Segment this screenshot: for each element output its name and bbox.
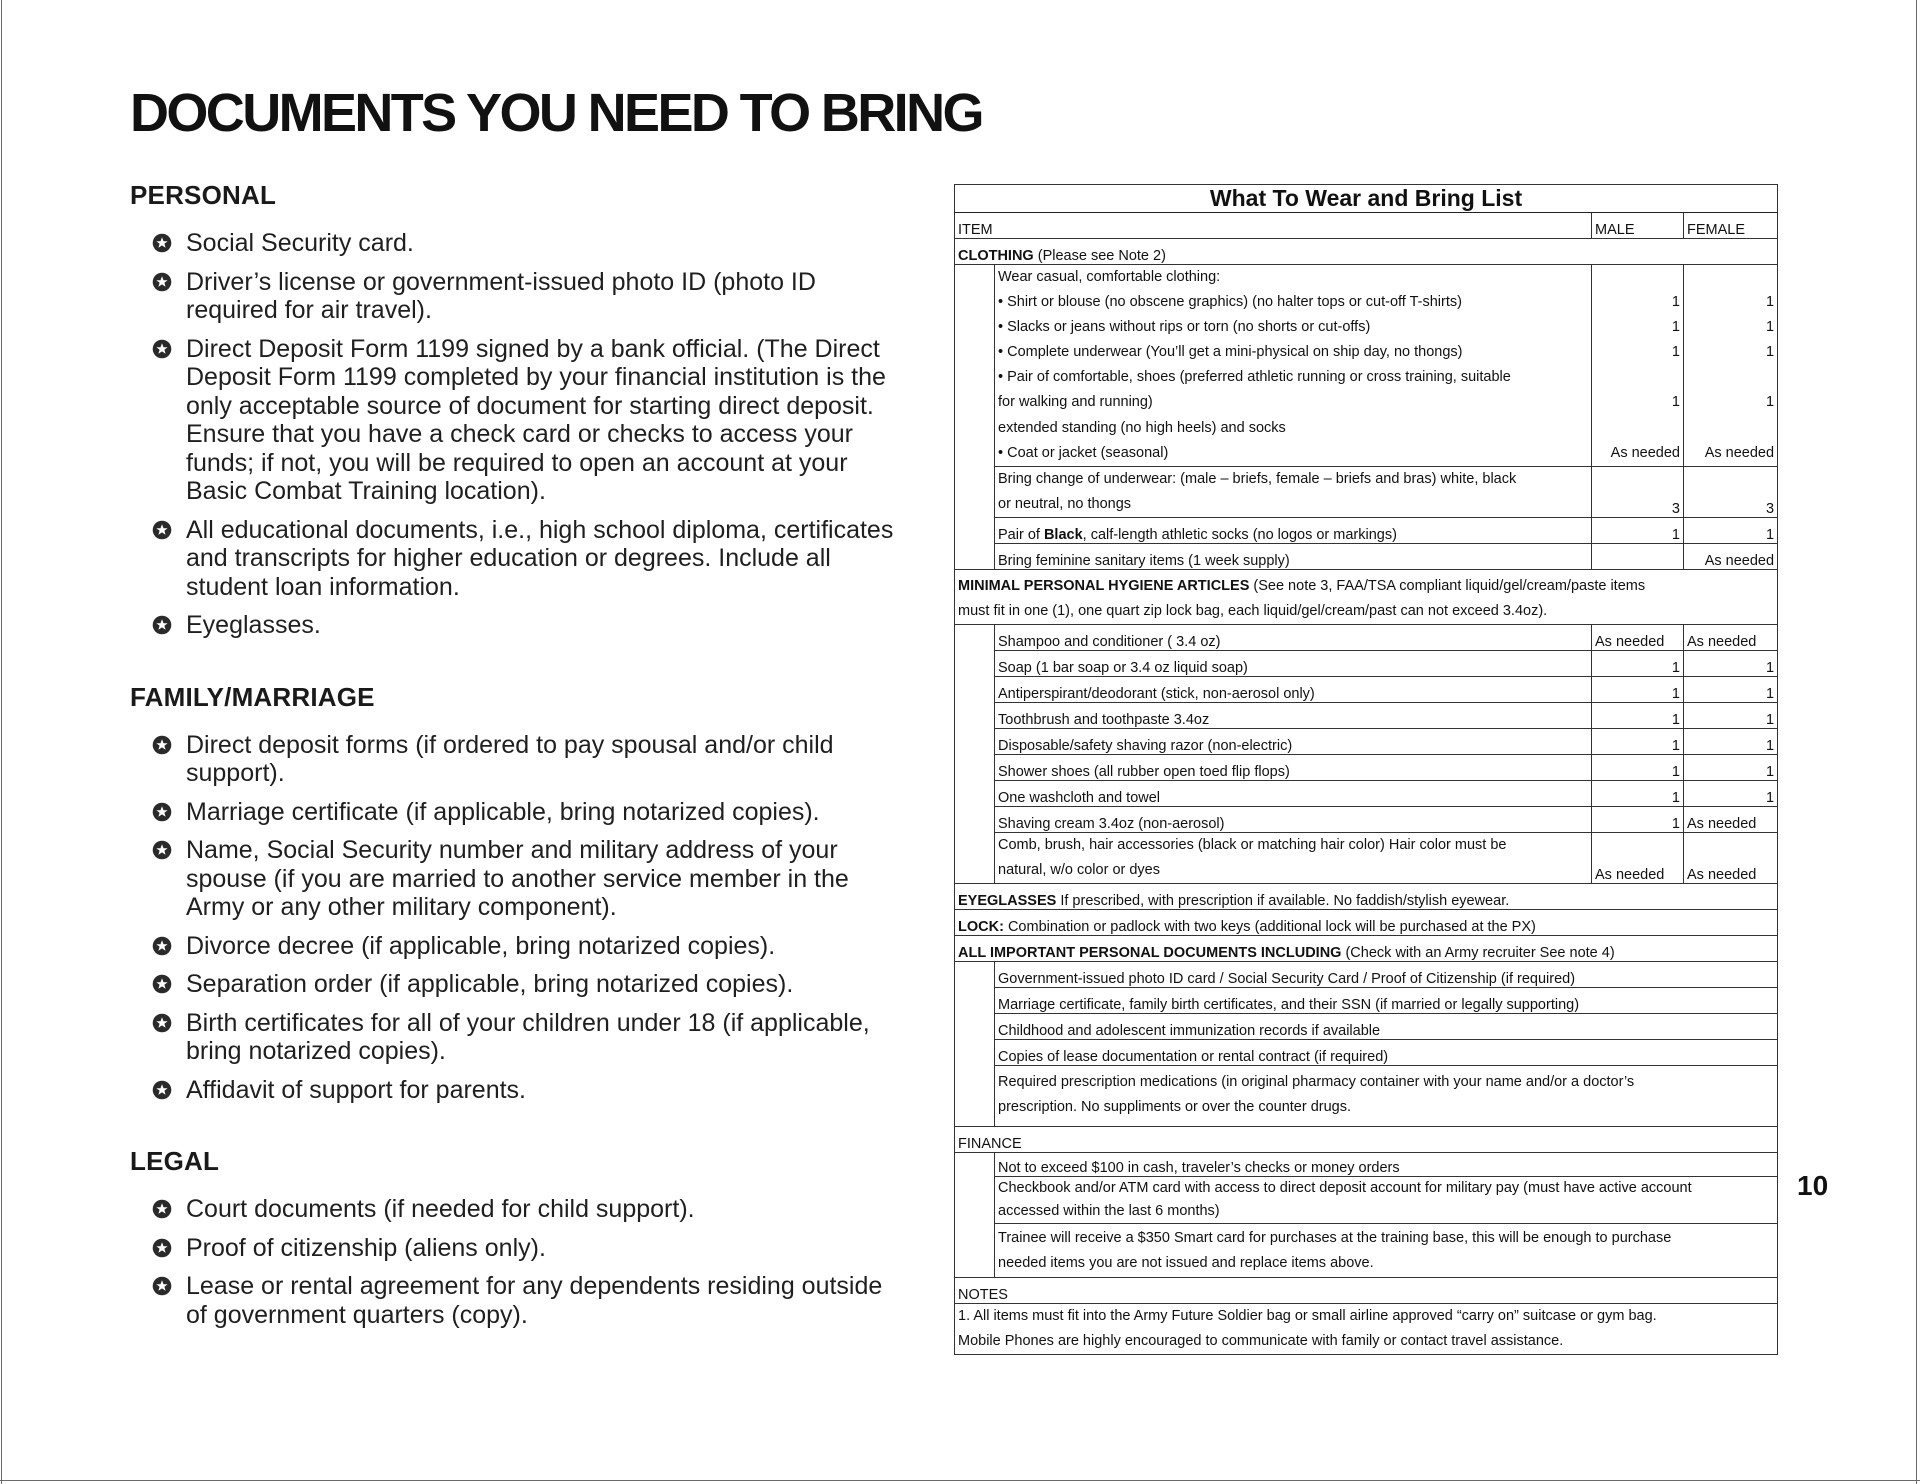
hygiene-male: 1 [1592,755,1684,781]
bullet-text: Birth certificates for all of your children under 18 (if applicable, bring notarized copies). [186,1008,870,1065]
bullet-text: Direct deposit forms (if ordered to pay spousal and/or child support). [186,730,834,787]
star-bullet-icon [152,339,172,359]
wear-female-value: 1 [1765,394,1775,411]
indent-cell [955,781,995,807]
table-row [955,677,1778,703]
bullet-text: Marriage certificate (if applicable, bring notarized copies). [186,797,820,826]
bullet-text: Driver’s license or government-issued photo ID (photo ID required for air travel). [186,267,816,324]
wear-female-value: As needed [1704,444,1775,461]
hygiene-heading: MINIMAL PERSONAL HYGIENE ARTICLES [958,577,1250,594]
lock-text: Combination or padlock with two keys (additional lock will be purchased at the PX) [1003,919,1536,936]
bullet-item [130,1009,900,1066]
smartcard-line1: Trainee will receive a $350 Smart card for purchases at the training base, this will be enough to purchase [998,1230,1672,1247]
socks-text-pre: Pair of [998,526,1044,543]
wear-male-value [1595,416,1680,441]
bullet-item [130,1234,900,1263]
table-row-cash [955,1153,1778,1177]
wear-line: • Shirt or blouse (no obscene graphics) (no halter tops or cut-off T-shirts) [998,294,1462,311]
star-bullet-icon [152,735,172,755]
feminine-female: As needed [1684,543,1778,569]
wear-female-values [1684,265,1778,467]
bullet-item [130,229,900,258]
table-header-row [955,213,1778,239]
wear-female-value [1687,265,1774,290]
document-item: Childhood and adolescent immunization records if available [995,1014,1778,1040]
indent-cell [955,962,995,988]
hygiene-item: Shaving cream 3.4oz (non-aerosol) [995,807,1592,833]
indent-cell [955,703,995,729]
wear-female-value [1687,416,1774,441]
wear-female-value: 1 [1765,294,1775,311]
bullet-text: Proof of citizenship (aliens only). [186,1233,546,1262]
table-row [955,755,1778,781]
legal-list [130,1195,900,1329]
table-row-wear-clothing [955,265,1778,467]
bullet-text: Eyeglasses. [186,611,321,639]
table-row [955,962,1778,988]
bullet-item [130,798,900,827]
table-row-comb [955,833,1778,884]
feminine-item: Bring feminine sanitary items (1 week supply) [995,543,1592,569]
star-bullet-icon [152,233,172,253]
star-bullet-icon [152,1238,172,1258]
wear-line: • Slacks or jeans without rips or torn (no shorts or cut-offs) [998,319,1371,336]
indent-cell [955,625,995,651]
indent-cell [955,651,995,677]
page-border-right [1916,0,1917,1484]
document-item: Marriage certificate, family birth certificates, and their SSN (if married or legally supporting) [995,988,1778,1014]
clothing-section-row [955,239,1778,265]
indent-cell [955,807,995,833]
bullet-item [130,516,900,602]
bullet-item [130,836,900,922]
table-row [955,988,1778,1014]
hygiene-male: As needed [1592,625,1684,651]
hygiene-note-line2: must fit in one (1), one quart zip lock bag, each liquid/gel/cream/past can not exceed 3.4oz). [958,603,1548,620]
hygiene-item: Antiperspirant/deodorant (stick, non-aerosol only) [995,677,1592,703]
wear-line: • Complete underwear (You’ll get a mini-physical on ship day, no thongs) [998,344,1463,361]
hygiene-item: Soap (1 bar soap or 3.4 oz liquid soap) [995,651,1592,677]
legal-heading: LEGAL [130,1146,220,1176]
page-title: DOCUMENTS YOU NEED TO BRING [130,83,982,143]
star-bullet-icon [152,1080,172,1100]
bullet-item [130,932,900,961]
bullet-item [130,611,900,640]
table-title: What To Wear and Bring List [955,185,1778,213]
table-row-underwear [955,466,1778,517]
col-header-item: ITEM [955,213,1592,239]
feminine-male [1592,543,1684,569]
underwear-line1: Bring change of underwear: (male – briefs, female – briefs and bras) white, black [998,470,1517,487]
star-bullet-icon [152,802,172,822]
documents-heading: ALL IMPORTANT PERSONAL DOCUMENTS INCLUDING [958,945,1342,962]
table-row-notes [955,1303,1778,1354]
col-header-female: FEMALE [1684,213,1778,239]
table-row [955,781,1778,807]
hygiene-male: 1 [1592,677,1684,703]
table-row-smartcard [955,1224,1778,1277]
hygiene-note: (See note 3, FAA/TSA compliant liquid/gel/cream/paste items [1249,577,1646,594]
hygiene-male: 1 [1592,807,1684,833]
star-bullet-icon [152,1276,172,1296]
wear-male-value [1595,365,1680,390]
bullet-item [130,1272,900,1329]
notes-line2: Mobile Phones are highly encouraged to communicate with family or contact travel assistance. [958,1332,1564,1349]
checkbook-line1: Checkbook and/or ATM card with access to direct deposit account for military pay (must have active account [998,1180,1692,1197]
table-row-checkbook [955,1177,1778,1224]
wear-line: extended standing (no high heels) and socks [998,419,1286,436]
hygiene-item: Shower shoes (all rubber open toed flip flops) [995,755,1592,781]
hygiene-male: 1 [1592,651,1684,677]
table-row-prescription [955,1066,1778,1127]
document-item: Copies of lease documentation or rental contract (if required) [995,1040,1778,1066]
wear-female-value: 1 [1765,319,1775,336]
family-heading: FAMILY/MARRIAGE [130,681,375,712]
hygiene-male: 1 [1592,703,1684,729]
personal-heading: PERSONAL [130,180,277,210]
table-row [955,729,1778,755]
indent-cell [955,1040,995,1066]
star-bullet-icon [152,615,172,635]
bullet-text: Divorce decree (if applicable, bring notarized copies). [186,931,776,960]
smartcard-line2: needed items you are not issued and replace items above. [998,1255,1374,1272]
page-border-bottom [0,1480,1920,1481]
indent-cell [955,755,995,781]
table-row [955,651,1778,677]
document-item: Government-issued photo ID card / Social Security Card / Proof of Citizenship (if required) [995,962,1778,988]
finance-cash: Not to exceed $100 in cash, traveler’s checks or money orders [995,1153,1778,1177]
bullet-text: Social Security card. [186,229,414,257]
wear-male-value: 1 [1671,344,1680,361]
bullet-item [130,1076,900,1105]
wear-and-bring-table [954,184,1778,1355]
star-bullet-icon [152,272,172,292]
socks-female: 1 [1684,517,1778,543]
table-row-socks [955,517,1778,543]
checkbook-line2: accessed within the last 6 months) [998,1203,1220,1220]
table-row-feminine [955,543,1778,569]
wear-male-value [1595,265,1680,290]
hygiene-item: One washcloth and towel [995,781,1592,807]
socks-text-bold: Black [1043,526,1083,543]
col-header-male: MALE [1592,213,1684,239]
bullet-text: Court documents (if needed for child support). [186,1195,695,1223]
star-bullet-icon [152,974,172,994]
comb-female: As needed [1684,833,1778,884]
bullet-text: Name, Social Security number and military address of your spouse (if you are married to another service member in the Army or any other military component). [186,836,849,921]
lock-row [955,910,1778,936]
bullet-item [130,268,900,325]
page-number: 10 [1797,1170,1829,1201]
table-row [955,1014,1778,1040]
hygiene-female: As needed [1684,625,1778,651]
wear-female-value [1687,365,1774,390]
hygiene-male: 1 [1592,781,1684,807]
page-border-left [1,0,2,1484]
underwear-line2: or neutral, no thongs [998,495,1132,512]
bullet-item [130,1195,900,1224]
hygiene-female: 1 [1684,755,1778,781]
clothing-note: (Please see Note 2) [1033,248,1166,264]
wear-male-value: As needed [1610,444,1680,461]
bullet-item [130,731,900,788]
documents-note: (Check with an Army recruiter See note 4) [1341,945,1615,962]
wear-male-value: 1 [1671,319,1680,336]
eyeglasses-row [955,884,1778,910]
comb-line2: natural, w/o color or dyes [998,862,1160,879]
table-row [955,625,1778,651]
finance-heading: FINANCE [955,1127,1778,1153]
hygiene-male: 1 [1592,729,1684,755]
comb-line1: Comb, brush, hair accessories (black or matching hair color) Hair color must be [998,837,1507,854]
wear-line: • Pair of comfortable, shoes (preferred athletic running or cross training, suitable [998,369,1511,386]
notes-heading: NOTES [955,1277,1778,1303]
table-row [955,807,1778,833]
table-row [955,1040,1778,1066]
wear-male-value: 1 [1671,294,1680,311]
notes-line1: 1. All items must fit into the Army Future Soldier bag or small airline approved “carry on” suitcase or gym bag. [958,1307,1657,1324]
wear-line: • Coat or jacket (seasonal) [998,444,1169,461]
comb-male: As needed [1592,833,1684,884]
clothing-heading: CLOTHING [958,248,1034,264]
family-list [130,731,900,1105]
wear-line: Wear casual, comfortable clothing: [998,269,1221,285]
hygiene-female: As needed [1684,807,1778,833]
rx-line2: prescription. No suppliments or over the counter drugs. [998,1099,1352,1116]
indent-cell [955,1014,995,1040]
hygiene-female: 1 [1684,729,1778,755]
wear-clothing-lines [995,265,1592,467]
indent-cell [955,729,995,755]
star-bullet-icon [152,520,172,540]
socks-male: 1 [1592,517,1684,543]
personal-list [130,229,900,640]
socks-text-post: , calf-length athletic socks (no logos or markings) [1082,526,1397,543]
star-bullet-icon [152,840,172,860]
hygiene-female: 1 [1684,781,1778,807]
bullet-item [130,335,900,506]
bullet-text: Separation order (if applicable, bring notarized copies). [186,970,794,998]
bullet-item [130,970,900,999]
wear-male-values [1592,265,1684,467]
documents-section-row [955,936,1778,962]
bullet-text: Affidavit of support for parents. [186,1075,527,1104]
star-bullet-icon [152,1199,172,1219]
bullet-text: Direct Deposit Form 1199 signed by a bank official. (The Direct Deposit Form 1199 completed by your financial institution is the only acceptable source of document for starting direct deposit. Ensure that you have a check card or checks to access your funds; if not, you will be required to open an account at your Basic Combat Training location). [186,334,886,505]
wear-male-value: 1 [1671,394,1680,411]
table-row [955,703,1778,729]
finance-section-row [955,1127,1778,1153]
hygiene-item: Toothbrush and toothpaste 3.4oz [995,703,1592,729]
bullet-text: Lease or rental agreement for any dependents residing outside of government quarters (copy). [186,1272,883,1329]
hygiene-section-row [955,569,1778,624]
wear-female-value: 1 [1765,344,1775,361]
eyeglasses-text: If prescribed, with prescription if available. No faddish/stylish eyewear. [1056,893,1510,910]
bullet-text: All educational documents, i.e., high school diploma, certificates and transcripts for higher education or degrees. Include all student loan information. [186,515,894,601]
eyeglasses-heading: EYEGLASSES [958,893,1057,910]
star-bullet-icon [152,936,172,956]
hygiene-item: Disposable/safety shaving razor (non-electric) [995,729,1592,755]
rx-line1: Required prescription medications (in original pharmacy container with your name and/or a doctor’s [998,1074,1635,1091]
hygiene-female: 1 [1684,651,1778,677]
notes-section-row [955,1277,1778,1303]
star-bullet-icon [152,1013,172,1033]
hygiene-female: 1 [1684,677,1778,703]
indent-cell [955,677,995,703]
underwear-male: 3 [1592,466,1684,517]
hygiene-female: 1 [1684,703,1778,729]
lock-heading: LOCK: [958,919,1004,936]
underwear-female: 3 [1684,466,1778,517]
requirements-column [130,180,900,1339]
wear-line: for walking and running) [998,394,1153,411]
hygiene-item: Shampoo and conditioner ( 3.4 oz) [995,625,1592,651]
indent-cell [955,988,995,1014]
